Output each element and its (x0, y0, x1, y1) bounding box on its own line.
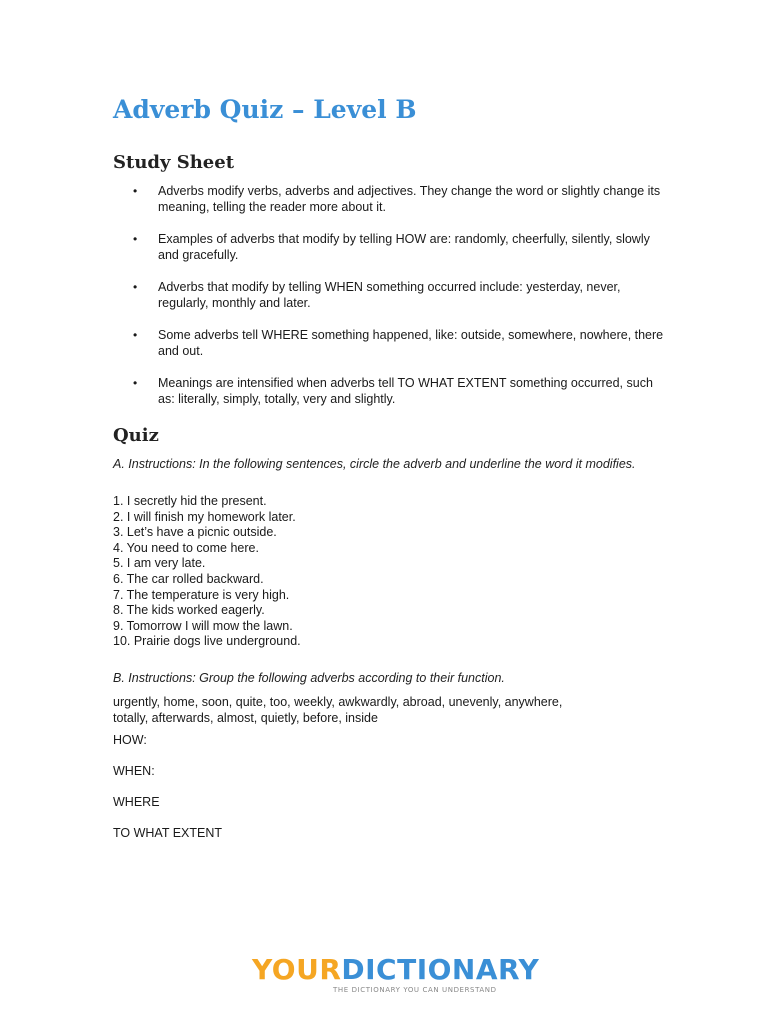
page-title: Adverb Quiz – Level B (113, 95, 417, 124)
study-bullet (113, 279, 673, 311)
study-bullet-text: Meanings are intensified when adverbs tell TO WHAT EXTENT something occurred, such as: literally, simply, totally, very and slightly. (158, 376, 653, 406)
logo-ur: UR (296, 953, 342, 986)
quiz-sentence: 9. Tomorrow I will mow the lawn. (113, 618, 293, 633)
study-bullet-text: Adverbs modify verbs, adverbs and adjectives. They change the word or slightly change its meaning, telling the reader more about it. (158, 184, 661, 214)
study-bullet-text: Some adverbs tell WHERE something happened, like: outside, somewhere, nowhere, there and out. (158, 328, 664, 358)
quiz-sentence-list (113, 494, 301, 650)
bullet-icon: • (133, 184, 138, 198)
study-sheet-list (113, 183, 673, 423)
group-label-when: WHEN: (113, 764, 155, 778)
logo-o-mark-icon: O (271, 953, 297, 986)
study-bullet (113, 231, 673, 263)
study-bullet-text: Adverbs that modify by telling WHEN something occurred include: yesterday, never, regularly, monthly and later. (158, 280, 621, 310)
study-sheet-heading: Study Sheet (113, 152, 235, 173)
study-bullet-text: Examples of adverbs that modify by telling HOW are: randomly, cheerfully, silently, slowly and gracefully. (158, 232, 650, 262)
quiz-sentence: 1. I secretly hid the present. (113, 494, 267, 508)
logo-y: Y (252, 953, 272, 986)
logo-tagline: THE DICTIONARY YOU CAN UNDERSTAND (333, 986, 497, 994)
part-b-instructions: B. Instructions: Group the following adverbs according to their function. (113, 671, 505, 685)
bullet-icon: • (133, 232, 138, 246)
quiz-heading: Quiz (113, 425, 159, 446)
quiz-sentence: 3. Let’s have a picnic outside. (113, 525, 277, 540)
study-bullet (113, 375, 673, 407)
yourdictionary-logo (252, 953, 540, 1000)
quiz-sentence: 2. I will finish my homework later. (113, 509, 296, 524)
group-label-to-what-extent: TO WHAT EXTENT (113, 826, 223, 840)
adverb-word-list: urgently, home, soon, quite, too, weekly, awkwardly, abroad, unevenly, anywhere, totally, afterwards, almost, quietly, before, inside (113, 695, 563, 725)
group-label-how: HOW: (113, 733, 147, 747)
part-a-instructions: A. Instructions: In the following sentences, circle the adverb and underline the word it modifies. (113, 457, 636, 471)
study-bullet (113, 327, 673, 359)
quiz-sentence: 8. The kids worked eagerly. (113, 603, 265, 618)
quiz-sentence: 5. I am very late. (113, 556, 206, 571)
study-bullet (113, 183, 673, 215)
bullet-icon: • (133, 328, 138, 342)
quiz-sentence: 7. The temperature is very high. (113, 587, 290, 602)
quiz-sentence: 10. Prairie dogs live underground. (113, 634, 301, 649)
logo-wordmark (252, 953, 540, 986)
quiz-sentence: 6. The car rolled backward. (113, 571, 264, 586)
logo-dictionary: DICTIONARY (341, 953, 540, 986)
quiz-sentence: 4. You need to come here. (113, 540, 259, 555)
bullet-icon: • (133, 376, 138, 390)
bullet-icon: • (133, 280, 138, 294)
group-label-where: WHERE (113, 795, 160, 809)
